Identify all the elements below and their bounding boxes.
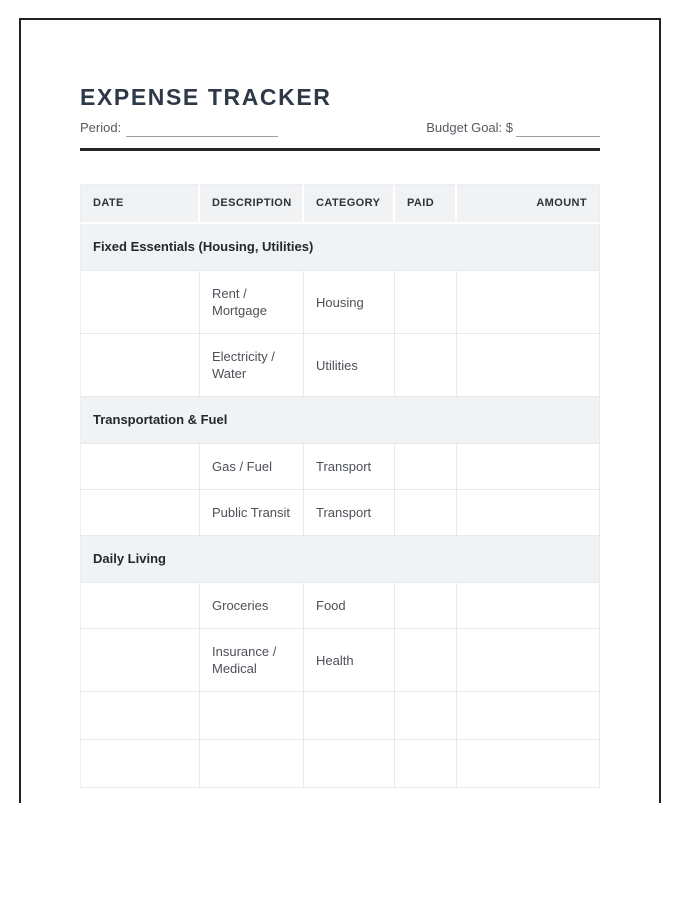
column-header-amount: AMOUNT xyxy=(457,184,600,224)
date-cell xyxy=(80,692,200,740)
date-cell xyxy=(80,490,200,536)
period-label: Period: xyxy=(80,120,122,135)
category-cell: Utilities xyxy=(304,334,395,397)
category-cell: Transport xyxy=(304,490,395,536)
date-cell xyxy=(80,334,200,397)
amount-cell xyxy=(457,271,600,334)
table-row xyxy=(80,583,600,629)
description-cell: Groceries xyxy=(200,583,304,629)
table-row xyxy=(80,740,600,788)
amount-cell xyxy=(457,583,600,629)
section-title: Fixed Essentials (Housing, Utilities) xyxy=(80,224,600,271)
section-row-daily-living xyxy=(80,536,600,583)
amount-cell xyxy=(457,490,600,536)
budget-goal-label: Budget Goal: $ xyxy=(426,120,513,135)
date-cell xyxy=(80,629,200,692)
expense-tracker-page xyxy=(19,18,661,803)
expense-table xyxy=(80,184,600,788)
description-cell: Insurance / Medical xyxy=(200,629,304,692)
paid-cell xyxy=(395,334,457,397)
section-title: Daily Living xyxy=(80,536,600,583)
category-cell: Health xyxy=(304,629,395,692)
category-cell: Housing xyxy=(304,271,395,334)
table-row xyxy=(80,444,600,490)
paid-cell xyxy=(395,692,457,740)
category-cell: Transport xyxy=(304,444,395,490)
column-header-category: CATEGORY xyxy=(304,184,395,224)
paid-cell xyxy=(395,583,457,629)
column-header-date: DATE xyxy=(80,184,200,224)
table-row xyxy=(80,629,600,692)
period-fill-line xyxy=(126,123,278,137)
description-cell: Rent / Mortgage xyxy=(200,271,304,334)
period-field xyxy=(80,119,278,137)
header-divider xyxy=(80,148,600,151)
table-row xyxy=(80,692,600,740)
amount-cell xyxy=(457,740,600,788)
budget-goal-field xyxy=(426,119,600,137)
category-cell: Food xyxy=(304,583,395,629)
paid-cell xyxy=(395,740,457,788)
paid-cell xyxy=(395,629,457,692)
paid-cell xyxy=(395,490,457,536)
date-cell xyxy=(80,740,200,788)
amount-cell xyxy=(457,334,600,397)
description-cell xyxy=(200,740,304,788)
description-cell: Gas / Fuel xyxy=(200,444,304,490)
date-cell xyxy=(80,444,200,490)
section-row-transportation xyxy=(80,397,600,444)
table-row xyxy=(80,490,600,536)
description-cell: Electricity / Water xyxy=(200,334,304,397)
paid-cell xyxy=(395,271,457,334)
budget-goal-fill-line xyxy=(516,123,600,137)
table-row xyxy=(80,334,600,397)
description-cell xyxy=(200,692,304,740)
description-cell: Public Transit xyxy=(200,490,304,536)
amount-cell xyxy=(457,692,600,740)
paid-cell xyxy=(395,444,457,490)
column-header-paid: PAID xyxy=(395,184,457,224)
amount-cell xyxy=(457,444,600,490)
category-cell xyxy=(304,740,395,788)
section-row-fixed-essentials xyxy=(80,224,600,271)
table-row xyxy=(80,271,600,334)
category-cell xyxy=(304,692,395,740)
table-header-row xyxy=(80,184,600,224)
page-title: EXPENSE TRACKER xyxy=(80,84,332,110)
date-cell xyxy=(80,271,200,334)
amount-cell xyxy=(457,629,600,692)
meta-row xyxy=(80,119,600,137)
page-content xyxy=(21,20,659,788)
section-title: Transportation & Fuel xyxy=(80,397,600,444)
date-cell xyxy=(80,583,200,629)
column-header-description: DESCRIPTION xyxy=(200,184,304,224)
